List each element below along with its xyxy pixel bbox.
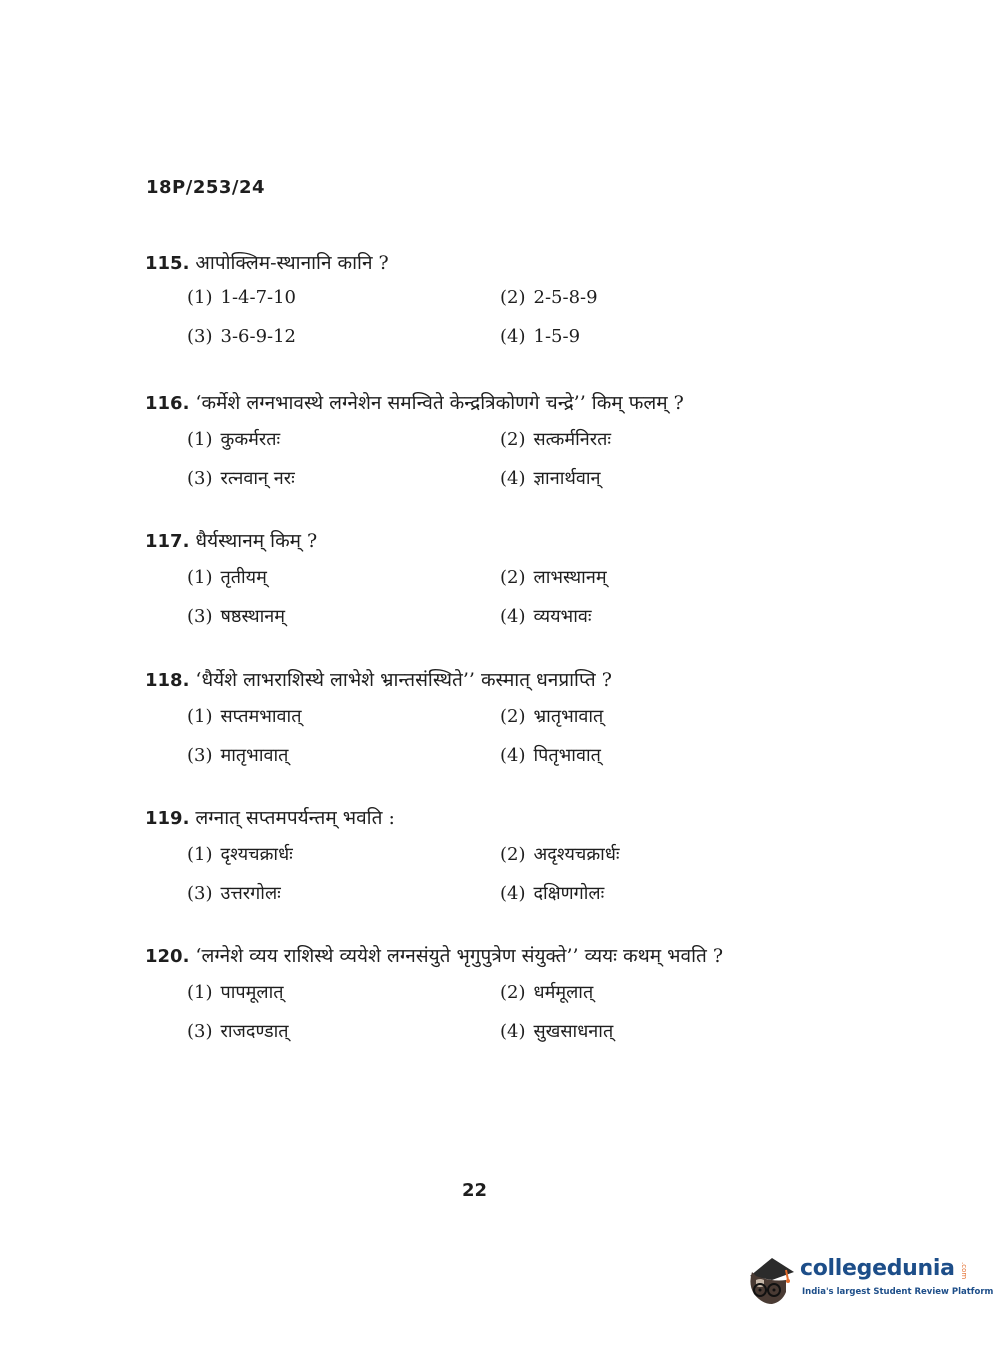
option-text: पितृभावात्	[533, 745, 601, 766]
question-text: ‘कर्मेशे लग्नभावस्थे लग्नेशेन समन्विते केन्द्रत्रिकोणगे चन्द्रे’’ किम् फलम् ?	[195, 392, 684, 414]
option-number: (2)	[500, 706, 526, 727]
question-text: ‘धैर्येशे लाभराशिस्थे लाभेशे भ्रान्तसंस्थिते’’ कस्मात् धनप्राप्ति ?	[195, 669, 612, 691]
option-text: सत्कर्मनिरतः	[533, 429, 612, 450]
option-number: (4)	[500, 883, 526, 904]
option-text: मातृभावात्	[220, 745, 289, 766]
option-row	[145, 604, 845, 643]
option-4	[500, 326, 580, 347]
option-number: (4)	[500, 468, 526, 489]
option-number: (3)	[187, 883, 213, 904]
question-number: 115.	[145, 253, 190, 274]
option-text: पापमूलात्	[220, 982, 284, 1003]
option-1	[187, 287, 296, 308]
option-row	[145, 842, 845, 881]
option-3	[187, 466, 295, 490]
page-number: 22	[461, 1180, 488, 1201]
option-text: व्ययभावः	[533, 606, 592, 627]
option-number: (1)	[187, 706, 213, 727]
option-text: तृतीयम्	[220, 567, 267, 588]
options-list	[145, 287, 845, 365]
option-text: 3-6-9-12	[220, 326, 297, 347]
option-number: (2)	[500, 287, 526, 308]
option-4	[500, 466, 601, 490]
question-text: लग्नात् सप्तमपर्यन्तम् भवति :	[195, 807, 395, 829]
option-text: उत्तरगोलः	[220, 883, 281, 904]
option-number: (2)	[500, 567, 526, 588]
question-number: 117.	[145, 531, 190, 552]
option-row	[145, 466, 845, 505]
brand-tagline: India's largest Student Review Platform	[802, 1287, 994, 1297]
option-number: (2)	[500, 429, 526, 450]
option-number: (3)	[187, 326, 213, 347]
option-text: दृश्यचक्रार्धः	[220, 844, 293, 865]
option-row	[145, 287, 845, 326]
option-number: (2)	[500, 844, 526, 865]
option-1	[187, 842, 293, 866]
question-stem	[145, 250, 845, 277]
brand-domain-suffix: .com	[960, 1262, 968, 1280]
question-120	[145, 943, 845, 1058]
question-text: ‘लग्नेशे व्यय राशिस्थे व्ययेशे लग्नसंयुते भृगुपुत्रेण संयुक्ते’’ व्ययः कथम् भवति ?	[195, 945, 724, 967]
option-3	[187, 881, 281, 905]
question-stem	[145, 667, 845, 694]
paper-code: 18P/253/24	[146, 177, 266, 198]
option-text: रत्नवान् नरः	[220, 468, 295, 489]
options-list	[145, 980, 845, 1058]
option-4	[500, 1019, 613, 1043]
option-text: धर्ममूलात्	[533, 982, 594, 1003]
option-2	[500, 842, 620, 866]
question-stem	[145, 390, 845, 417]
option-row	[145, 743, 845, 782]
options-list	[145, 842, 845, 920]
option-number: (1)	[187, 844, 213, 865]
mascot-icon	[742, 1250, 800, 1312]
option-4	[500, 604, 592, 628]
option-number: (3)	[187, 1021, 213, 1042]
option-row	[145, 427, 845, 466]
option-2	[500, 704, 603, 728]
option-number: (2)	[500, 982, 526, 1003]
option-number: (1)	[187, 567, 213, 588]
option-row	[145, 1019, 845, 1058]
question-number: 120.	[145, 946, 190, 967]
option-text: ज्ञानार्थवान्	[533, 468, 601, 489]
options-list	[145, 565, 845, 643]
question-number: 118.	[145, 670, 190, 691]
option-row	[145, 704, 845, 743]
option-1	[187, 704, 301, 728]
question-text: आपोक्लिम-स्थानानि कानि ?	[195, 252, 389, 274]
option-number: (1)	[187, 982, 213, 1003]
brand-name: collegedunia	[800, 1256, 955, 1281]
option-text: अदृश्यचक्रार्धः	[533, 844, 620, 865]
question-119	[145, 805, 845, 920]
question-116	[145, 390, 845, 505]
option-row	[145, 980, 845, 1019]
option-number: (3)	[187, 468, 213, 489]
option-text: दक्षिणगोलः	[533, 883, 605, 904]
option-3	[187, 743, 288, 767]
question-118	[145, 667, 845, 782]
option-2	[500, 427, 611, 451]
option-number: (4)	[500, 1021, 526, 1042]
question-stem	[145, 528, 845, 555]
option-text: लाभस्थानम्	[533, 567, 607, 588]
question-117	[145, 528, 845, 643]
option-row	[145, 881, 845, 920]
option-4	[500, 743, 601, 767]
option-number: (1)	[187, 429, 213, 450]
option-row	[145, 326, 845, 365]
option-text: 1-4-7-10	[220, 287, 297, 308]
option-3	[187, 326, 296, 347]
question-number: 119.	[145, 808, 190, 829]
option-3	[187, 1019, 289, 1043]
question-stem	[145, 805, 845, 832]
option-1	[187, 980, 284, 1004]
collegedunia-watermark	[742, 1250, 994, 1312]
option-text: षष्ठस्थानम्	[220, 606, 286, 627]
question-stem	[145, 943, 845, 970]
option-number: (4)	[500, 326, 526, 347]
option-row	[145, 565, 845, 604]
question-115	[145, 250, 845, 365]
option-2	[500, 980, 593, 1004]
option-text: 2-5-8-9	[533, 287, 598, 308]
option-number: (3)	[187, 745, 213, 766]
options-list	[145, 427, 845, 505]
option-number: (4)	[500, 606, 526, 627]
question-number: 116.	[145, 393, 190, 414]
option-text: 1-5-9	[533, 326, 581, 347]
option-1	[187, 427, 280, 451]
option-number: (1)	[187, 287, 213, 308]
option-number: (4)	[500, 745, 526, 766]
option-2	[500, 287, 598, 308]
option-text: सप्तमभावात्	[220, 706, 302, 727]
option-text: कुकर्मरतः	[220, 429, 281, 450]
options-list	[145, 704, 845, 782]
question-text: धैर्यस्थानम् किम् ?	[195, 530, 318, 552]
option-text: राजदण्डात्	[220, 1021, 289, 1042]
option-text: सुखसाधनात्	[533, 1021, 614, 1042]
option-2	[500, 565, 607, 589]
option-1	[187, 565, 267, 589]
option-3	[187, 604, 285, 628]
option-4	[500, 881, 604, 905]
option-text: भ्रातृभावात्	[533, 706, 604, 727]
option-number: (3)	[187, 606, 213, 627]
